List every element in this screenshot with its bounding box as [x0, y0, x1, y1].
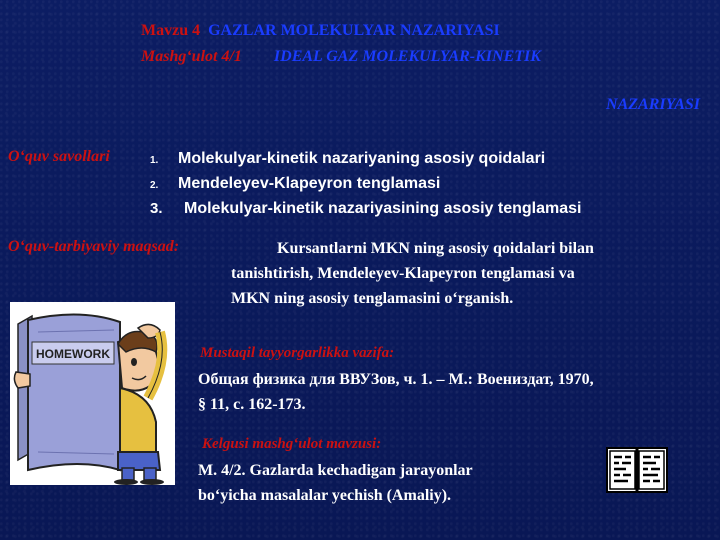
topic-label: Mavzu 4	[141, 22, 201, 39]
next-lesson-label: Kelgusi mashg‘ulot mavzusi:	[202, 436, 382, 452]
self-study-line: Общая физика для ВВУЗов, ч. 1. – М.: Воениздат, 1970,	[198, 371, 594, 388]
self-study-label: Mustaqil tayyorgarlikka vazifa:	[200, 345, 395, 361]
lesson-label: Mashg‘ulot 4/1	[141, 48, 242, 65]
lesson-heading	[141, 48, 541, 66]
next-lesson-line: bo‘yicha masalalar yechish (Amaliy).	[198, 487, 452, 504]
lesson-title: IDEAL GAZ MOLEKULYAR-KINETIK	[273, 48, 541, 65]
next-lesson-text	[198, 458, 473, 508]
goal-line: MKN ning asosiy tenglamasini o‘rganish.	[231, 290, 514, 307]
list-item-text: Molekulyar-kinetik nazariyaning asosiy qoidalari	[178, 150, 546, 167]
book-cover-text: HOMEWORK	[36, 347, 110, 361]
self-study-line: § 11, с. 162-173.	[198, 396, 306, 413]
questions-label: O‘quv savollari	[8, 148, 110, 165]
next-lesson-line: M. 4/2. Gazlarda kechadigan jarayonlar	[198, 462, 473, 479]
goal-line: Kursantlarni MKN ning asosiy qoidalari bilan	[277, 240, 594, 257]
topic-title: GAZLAR MOLEKULYAR NAZARIYASI	[208, 22, 500, 39]
list-item-text: Molekulyar-kinetik nazariyasining asosiy tenglamasi	[184, 200, 582, 217]
lesson-title-continued: NAZARIYASI	[606, 96, 700, 113]
list-item-number: 1.	[150, 155, 159, 166]
list-item	[150, 146, 581, 171]
homework-reader-icon	[10, 302, 175, 485]
goal-label: O‘quv-tarbiyaviy maqsad:	[8, 238, 180, 255]
list-item-number: 2.	[150, 180, 159, 191]
list-item	[150, 171, 581, 196]
questions-list	[150, 146, 581, 221]
topic-heading	[141, 22, 500, 40]
list-item	[150, 196, 581, 221]
list-item-number: 3.	[150, 200, 163, 217]
goal-text	[231, 236, 701, 311]
self-study-text	[198, 367, 594, 417]
list-item-text: Mendeleyev-Klapeyron tenglamasi	[178, 175, 441, 192]
goal-line: tanishtirish, Mendeleyev-Klapeyron tenglamasi va	[231, 265, 575, 282]
open-book-icon	[606, 446, 668, 494]
